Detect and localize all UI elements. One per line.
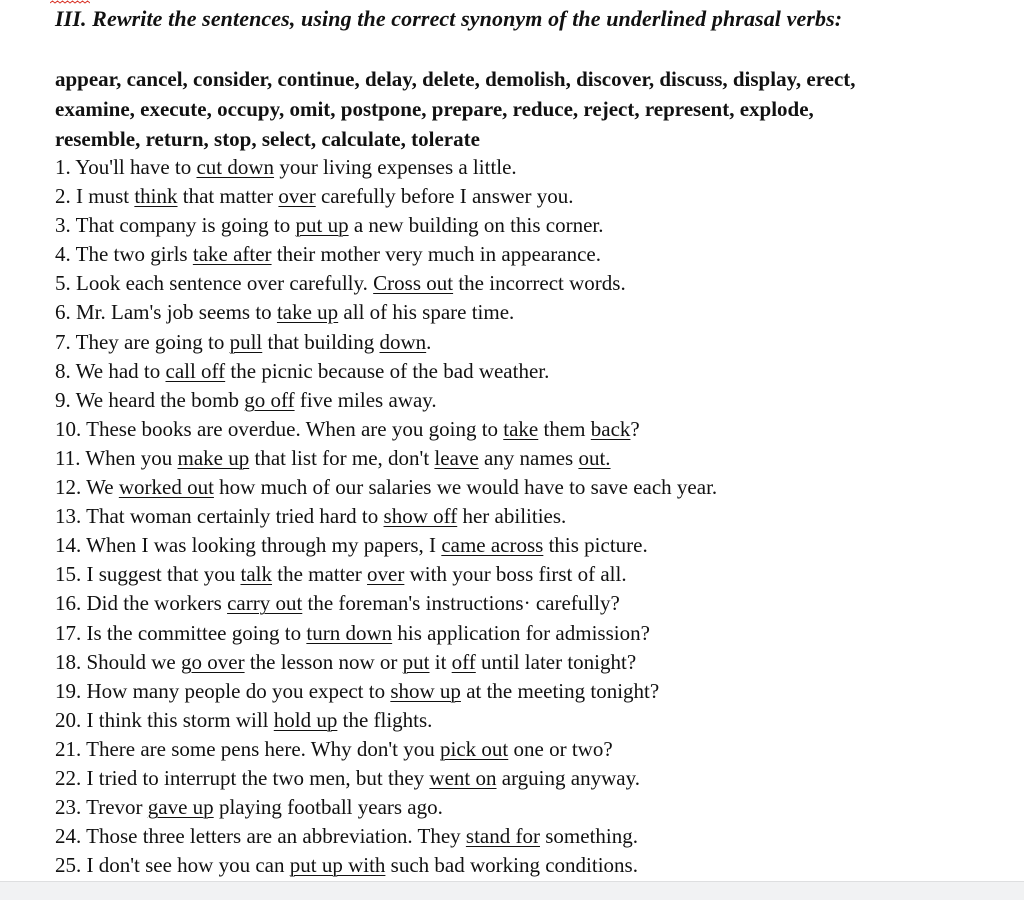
sentence-text: They are going to	[75, 329, 230, 354]
sentence-text: five miles away.	[294, 387, 437, 412]
underlined-phrasal-verb: gave up	[147, 795, 214, 820]
sentence-number: 3.	[55, 213, 76, 238]
underlined-phrasal-verb: off	[451, 649, 476, 674]
sentence-number: 17.	[55, 620, 87, 645]
sentence-item	[55, 415, 1015, 444]
sentence-text: at the meeting tonight?	[460, 678, 660, 703]
sentence-text: I tried to interrupt the two men, but they	[86, 765, 430, 790]
sentence-item	[55, 473, 1015, 502]
sentence-item	[55, 269, 1015, 298]
underlined-phrasal-verb: worked out	[118, 475, 214, 500]
sentence-item	[55, 298, 1015, 327]
sentence-item	[55, 240, 1015, 269]
sentence-text: a new building on this corner.	[348, 213, 604, 238]
sentence-text: You'll have to	[75, 155, 197, 179]
sentence-number: 18.	[55, 649, 87, 674]
underlined-phrasal-verb: Cross out	[373, 271, 454, 296]
sentence-item	[55, 648, 1015, 677]
underlined-phrasal-verb: put up	[295, 213, 349, 238]
sentence-item	[55, 589, 1015, 618]
sentence-text: them	[538, 416, 591, 441]
exercise-heading: III. Rewrite the sentences, using the correct synonym of the underlined phrasal verbs:	[55, 6, 843, 31]
sentence-text: Mr. Lam's job seems to	[76, 300, 277, 325]
underlined-phrasal-verb: cut down	[196, 155, 275, 179]
sentence-text: such bad working conditions.	[385, 853, 638, 878]
underlined-phrasal-verb: pick out	[440, 736, 509, 761]
underlined-phrasal-verb: show off	[383, 504, 458, 529]
sentence-text: his application for admission?	[392, 620, 650, 645]
sentence-text: I suggest that you	[86, 562, 241, 587]
sentence-item	[55, 619, 1015, 648]
sentence-text: ?	[630, 416, 640, 441]
underlined-phrasal-verb: turn down	[306, 620, 393, 645]
sentence-text: the incorrect words.	[453, 271, 626, 296]
sentence-text: the lesson now or	[244, 649, 403, 674]
spellcheck-squiggle	[50, 0, 90, 4]
sentence-number: 25.	[55, 853, 87, 878]
sentence-number: 2.	[55, 184, 76, 209]
sentence-text: until later tonight?	[475, 649, 637, 674]
underlined-phrasal-verb: leave	[434, 445, 479, 470]
sentence-text: the matter	[271, 562, 368, 587]
sentence-text: The two girls	[75, 242, 193, 267]
underlined-phrasal-verb: down	[379, 329, 427, 354]
sentence-text: .	[426, 329, 432, 354]
sentence-item	[55, 211, 1015, 240]
sentence-text: that building	[262, 329, 380, 354]
sentence-text: That woman certainly tried hard to	[86, 504, 384, 529]
sentence-text: When you	[85, 445, 178, 470]
underlined-phrasal-verb: call off	[165, 358, 226, 383]
sentence-text: it	[429, 649, 452, 674]
cut-off-previous-line	[0, 0, 1024, 3]
sentence-text: carefully before I answer you.	[315, 184, 574, 209]
sentence-text: one or two?	[508, 736, 613, 761]
sentence-text: I must	[76, 184, 135, 209]
sentence-number: 7.	[55, 329, 76, 354]
window-bottom-bar	[0, 881, 1024, 900]
sentence-item	[55, 357, 1015, 386]
sentence-number: 21.	[55, 736, 87, 761]
sentence-text: We had to	[75, 358, 166, 383]
sentence-number: 20.	[55, 707, 87, 732]
sentence-text: playing football years ago.	[213, 795, 443, 820]
underlined-phrasal-verb: take	[503, 416, 539, 441]
sentence-number: 8.	[55, 358, 76, 383]
underlined-phrasal-verb: put up with	[289, 853, 386, 878]
sentence-item	[55, 444, 1015, 473]
sentence-item	[55, 851, 1015, 880]
sentence-item	[55, 531, 1015, 560]
sentence-item	[55, 706, 1015, 735]
sentence-number: 6.	[55, 300, 76, 325]
sentence-text: I think this storm will	[86, 707, 274, 732]
underlined-phrasal-verb: take after	[192, 242, 272, 267]
sentence-text: their mother very much in appearance.	[271, 242, 601, 267]
sentence-item	[55, 560, 1015, 589]
sentence-item	[55, 502, 1015, 531]
sentence-text: How many people do you expect to	[86, 678, 391, 703]
sentence-text: all of his spare time.	[338, 300, 515, 325]
word-bank-line: resemble, return, stop, select, calculate, tolerate	[55, 127, 480, 151]
sentence-item	[55, 793, 1015, 822]
sentence-text: this picture.	[543, 533, 648, 558]
sentence-text: that list for me, don't	[249, 445, 435, 470]
sentence-number: 11.	[55, 445, 86, 470]
sentence-number: 23.	[55, 795, 87, 820]
underlined-phrasal-verb: go over	[181, 649, 245, 674]
underlined-phrasal-verb: hold up	[273, 707, 338, 732]
sentence-list	[55, 153, 1015, 880]
sentence-number: 9.	[55, 387, 76, 412]
underlined-phrasal-verb: over	[278, 184, 316, 209]
sentence-text: how much of our salaries we would have to save each year.	[213, 475, 718, 500]
underlined-phrasal-verb: stand for	[465, 824, 540, 849]
sentence-text: with your boss first of all.	[404, 562, 627, 587]
sentence-item	[55, 182, 1015, 211]
sentence-text: We heard the bomb	[75, 387, 245, 412]
sentence-text: When I was looking through my papers, I	[86, 533, 442, 558]
sentence-text: These books are overdue. When are you going to	[86, 416, 504, 441]
word-bank	[55, 64, 1024, 154]
sentence-number: 13.	[55, 504, 87, 529]
sentence-number: 1.	[55, 155, 76, 179]
underlined-phrasal-verb: think	[134, 184, 178, 209]
sentence-number: 16.	[55, 591, 87, 616]
sentence-text: Trevor	[86, 795, 148, 820]
sentence-number: 5.	[55, 271, 76, 296]
sentence-number: 10.	[55, 416, 87, 441]
sentence-item	[55, 764, 1015, 793]
underlined-phrasal-verb: out.	[578, 445, 611, 470]
sentence-text: Look each sentence over carefully.	[76, 271, 374, 296]
sentence-text: There are some pens here. Why don't you	[86, 736, 440, 761]
sentence-item	[55, 328, 1015, 357]
sentence-text: any names	[478, 445, 579, 470]
underlined-phrasal-verb: make up	[177, 445, 250, 470]
underlined-phrasal-verb: went on	[429, 765, 497, 790]
sentence-text: that matter	[177, 184, 279, 209]
sentence-text: We	[86, 475, 119, 500]
sentence-text: her abilities.	[457, 504, 567, 529]
underlined-phrasal-verb: over	[367, 562, 405, 587]
sentence-item	[55, 153, 1015, 182]
underlined-phrasal-verb: came across	[441, 533, 544, 558]
sentence-text: the flights.	[337, 707, 433, 732]
sentence-text: the foreman's instructions· carefully?	[302, 591, 620, 616]
sentence-text: Is the committee going to	[86, 620, 307, 645]
sentence-number: 24.	[55, 824, 87, 849]
underlined-phrasal-verb: carry out	[227, 591, 303, 616]
sentence-item	[55, 735, 1015, 764]
word-bank-line: appear, cancel, consider, continue, delay, delete, demolish, discover, discuss, display, erect,	[55, 67, 856, 91]
sentence-text: That company is going to	[75, 213, 296, 238]
underlined-phrasal-verb: back	[590, 416, 631, 441]
sentence-number: 22.	[55, 765, 87, 790]
sentence-number: 12.	[55, 475, 87, 500]
sentence-item	[55, 677, 1015, 706]
sentence-number: 15.	[55, 562, 87, 587]
sentence-number: 19.	[55, 678, 87, 703]
underlined-phrasal-verb: talk	[240, 562, 272, 587]
sentence-text: your living expenses a little.	[274, 155, 517, 179]
underlined-phrasal-verb: pull	[229, 329, 263, 354]
sentence-text: Did the workers	[86, 591, 228, 616]
underlined-phrasal-verb: show up	[390, 678, 461, 703]
sentence-text: Should we	[86, 649, 181, 674]
sentence-text: the picnic because of the bad weather.	[225, 358, 550, 383]
sentence-text: something.	[540, 824, 638, 849]
sentence-item	[55, 386, 1015, 415]
sentence-number: 14.	[55, 533, 87, 558]
underlined-phrasal-verb: put	[402, 649, 430, 674]
word-bank-line: examine, execute, occupy, omit, postpone, prepare, reduce, reject, represent, explode,	[55, 97, 814, 121]
underlined-phrasal-verb: take up	[276, 300, 339, 325]
sentence-text: arguing anyway.	[496, 765, 640, 790]
sentence-text: Those three letters are an abbreviation. They	[86, 824, 466, 849]
underlined-phrasal-verb: go off	[244, 387, 295, 412]
sentence-text: I don't see how you can	[86, 853, 290, 878]
sentence-item	[55, 822, 1015, 851]
sentence-number: 4.	[55, 242, 76, 267]
